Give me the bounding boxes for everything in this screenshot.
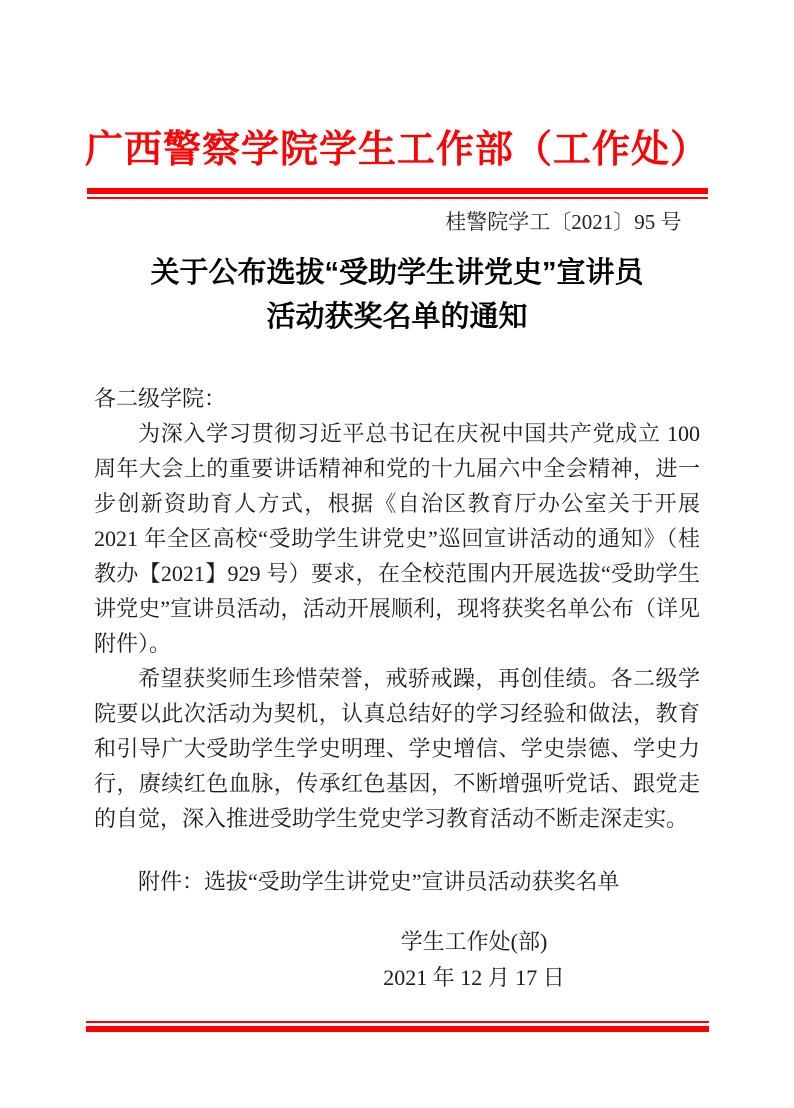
header-rule-thin-bar (87, 197, 708, 199)
body-paragraph: 希望获奖师生珍惜荣誉，戒骄戒躁，再创佳绩。各二级学院要以此次活动为契机，认真总结好的学习经验和做法，教育和引导广大受助学生学史明理、学史增信、学史崇德、学史力行，赓续红色血脉，传承红色基因，不断增强听党话、跟党走的自觉，深入推进受助学生党史学习教育活动不断走深走实。 (94, 666, 700, 831)
footer-double-rule (86, 1021, 709, 1032)
attachment-line: 附件：选拔“受助学生讲党史”宣讲员活动获奖名单 (138, 869, 620, 894)
document-title-line1: 关于公布选拔“受助学生讲党史”宣讲员 (150, 257, 644, 289)
document-title-line2: 活动获奖名单的通知 (266, 301, 528, 333)
document-body (94, 381, 700, 836)
red-header-org-title: 广西警察学院学生工作部（工作处） (84, 129, 709, 171)
document-number: 桂警院学工〔2021〕95 号 (445, 210, 682, 234)
body-paragraph: 为深入学习贯彻习近平总书记在庆祝中国共产党成立 100 周年大会上的重要讲话精神和党的十九届六中全会精神，进一步创新资助育人方式，根据《自治区教育厅办公室关于开展 2021 年全区高校“受助学生讲党史”巡回宣讲活动的通知》（桂教办【2021】929 号）要求，在全校范围内开展选拔“受助学生讲党史”宣讲员活动，活动开展顺利，现将获奖名单公布（详见附件）。 (94, 421, 700, 656)
signature-date: 2021 年 12 月 17 日 (383, 965, 565, 990)
document-title (0, 251, 794, 339)
signature-org: 学生工作处(部) (400, 929, 548, 954)
signature-block (314, 925, 634, 997)
salutation: 各二级学院： (94, 386, 227, 411)
header-double-rule (87, 188, 708, 199)
footer-rule-thick-bar (86, 1026, 709, 1032)
